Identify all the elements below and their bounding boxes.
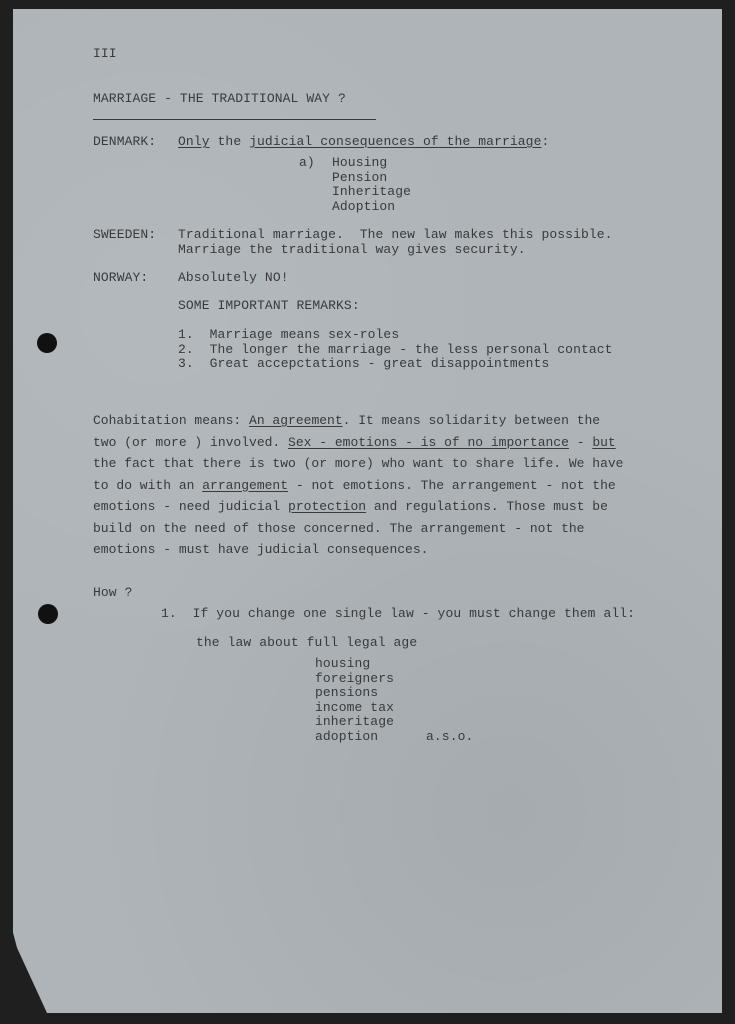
remark-item: 1. Marriage means sex-roles <box>178 327 400 342</box>
remark-item: 3. Great accepctations - great disappointments <box>178 356 550 371</box>
remark-item: 2. The longer the marriage - the less personal contact <box>178 341 613 357</box>
paragraph-line: build on the need of those concerned. The arrangement - not the <box>93 520 585 536</box>
denmark-colon: : <box>541 134 550 149</box>
underlined-phrase: protection <box>288 499 367 514</box>
punch-hole-bottom <box>38 604 58 624</box>
page-number: III <box>93 46 117 61</box>
aso-text: a.s.o. <box>426 728 474 744</box>
denmark-item: Pension <box>332 169 388 185</box>
text-span: - <box>568 434 593 450</box>
norway-text: Absolutely NO! <box>178 270 289 285</box>
law-item: inheritage <box>315 714 395 729</box>
denmark-phrase: judicial consequences of the marriage <box>249 134 542 149</box>
norway-label: NORWAY: <box>93 270 149 285</box>
text-span: emotions - need judicial <box>93 499 289 514</box>
text-span: Cohabitation means: <box>93 413 250 428</box>
how-label: How ? <box>93 585 133 600</box>
how-law-line: the law about full legal age <box>196 635 418 650</box>
denmark-only: Only <box>178 134 210 149</box>
law-item: pensions <box>315 685 379 700</box>
paragraph-line <box>93 475 624 497</box>
denmark-item: Housing <box>332 155 388 170</box>
underlined-phrase: but <box>592 434 616 450</box>
denmark-the: the <box>209 134 250 149</box>
underlined-phrase: arrangement <box>202 477 289 493</box>
remarks-heading: SOME IMPORTANT REMARKS: <box>178 298 360 313</box>
paragraph-line <box>93 496 624 518</box>
denmark-label: DENMARK: <box>93 134 157 149</box>
paragraph-line: the fact that there is two (or more) who want to share life. We have <box>93 456 624 471</box>
paragraph-line <box>93 432 624 454</box>
sweden-line: Marriage the traditional way gives security. <box>178 241 526 257</box>
how-point: 1. If you change one single law - you must change them all: <box>161 606 636 621</box>
text-span: - not emotions. The arrangement - not the <box>288 477 616 493</box>
text-span: to do with an <box>93 477 203 493</box>
denmark-marker: a) <box>299 155 315 170</box>
text-span: two (or more ) involved. <box>93 434 289 450</box>
title-underline <box>93 119 376 120</box>
law-item: housing <box>315 656 371 671</box>
paragraph-line: emotions - must have judicial consequences. <box>93 542 429 557</box>
law-item: adoption <box>315 728 379 744</box>
paragraph-line <box>93 410 624 432</box>
punch-hole-top <box>37 333 57 353</box>
text-span: . It means solidarity between the <box>342 413 601 428</box>
denmark-statement <box>178 135 549 150</box>
text-span: and regulations. Those must be <box>366 499 608 514</box>
page-title: MARRIAGE - THE TRADITIONAL WAY ? <box>93 91 346 106</box>
law-item: foreigners <box>315 670 395 686</box>
sweden-line: Traditional marriage. The new law makes this possible. <box>178 227 613 242</box>
underlined-phrase: Sex - emotions - is of no importance <box>288 434 569 450</box>
sweden-label: SWEEDEN: <box>93 227 157 242</box>
denmark-item: Adoption <box>332 198 396 214</box>
cohabitation-paragraph <box>93 410 624 561</box>
law-item: income tax <box>315 699 395 715</box>
underlined-phrase: An agreement <box>249 413 343 428</box>
denmark-item: Inheritage <box>332 184 412 199</box>
